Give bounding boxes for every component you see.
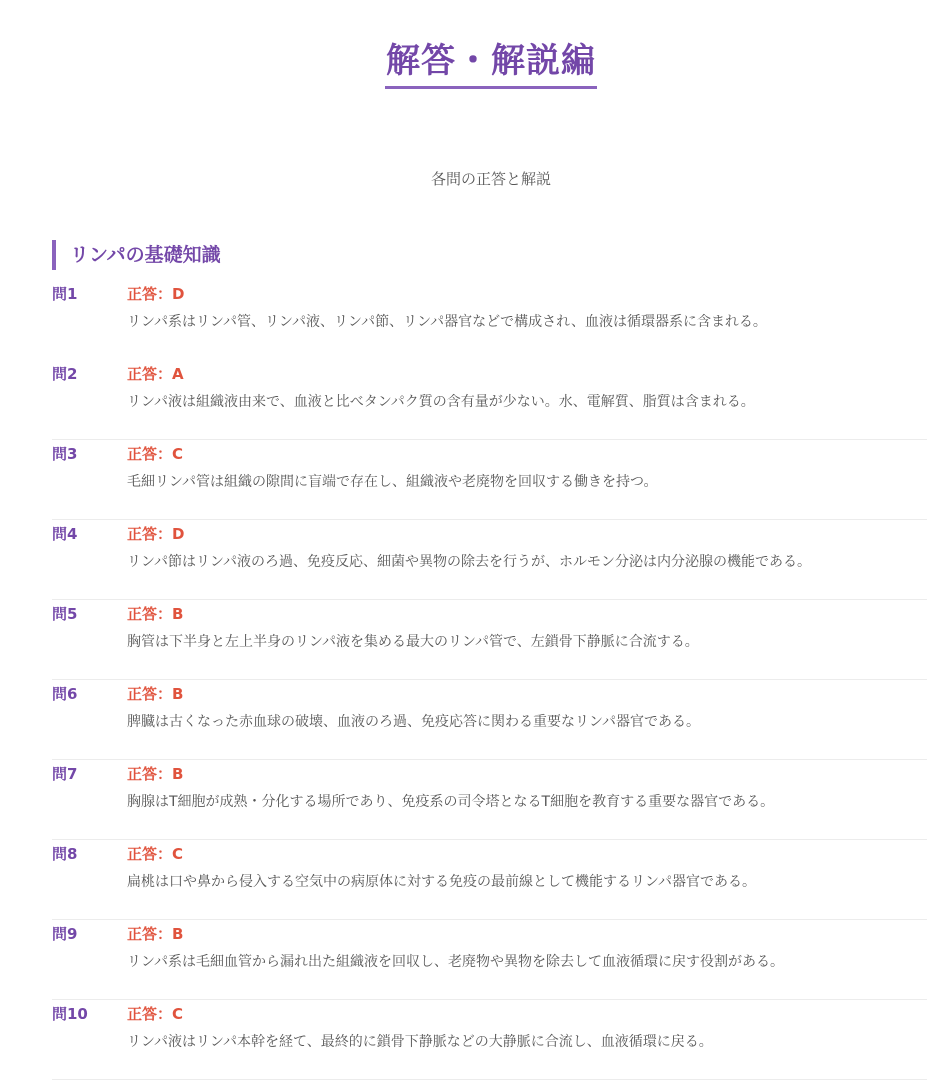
answer-item-2: [52, 360, 927, 440]
question-number: 問3: [52, 445, 78, 463]
answer-explanation: リンパ系はリンパ管、リンパ液、リンパ節、リンパ器官などで構成され、血液は循環器系に含まれる。: [127, 314, 767, 330]
correct-answer: 正答：C: [127, 845, 184, 863]
page-subtitle: 各問の正答と解説: [430, 170, 551, 188]
answer-item-9: [52, 920, 927, 1000]
answer-explanation: リンパ節はリンパ液のろ過、免疫反応、細菌や異物の除去を行うが、ホルモン分泌は内分泌腺の機能である。: [127, 554, 812, 570]
answer-explanation: 扁桃は口や鼻から侵入する空気中の病原体に対する免疫の最前線として機能するリンパ器官である。: [127, 874, 757, 890]
answer-item-8: [52, 840, 927, 920]
correct-answer: 正答：B: [127, 685, 184, 703]
answer-item-4: [52, 520, 927, 600]
correct-answer: 正答：A: [127, 365, 184, 383]
section-heading: リンパの基礎知識: [52, 240, 221, 270]
question-number: 問9: [52, 925, 78, 943]
page-title: 解答・解説編: [386, 40, 596, 81]
correct-answer: 正答：B: [127, 765, 184, 783]
question-number: 問6: [52, 685, 78, 703]
question-number: 問10: [52, 1005, 88, 1023]
answer-explanation: 脾臓は古くなった赤血球の破壊、血液のろ過、免疫応答に関わる重要なリンパ器官である。: [127, 714, 701, 730]
correct-answer: 正答：D: [127, 285, 185, 303]
correct-answer: 正答：B: [127, 925, 184, 943]
question-number: 問2: [52, 365, 78, 383]
question-number: 問1: [52, 285, 78, 303]
correct-answer: 正答：B: [127, 605, 184, 623]
answer-list: [52, 280, 927, 1080]
question-number: 問4: [52, 525, 78, 543]
answer-item-7: [52, 760, 927, 840]
answer-explanation: 胸管は下半身と左上半身のリンパ液を集める最大のリンパ管で、左鎖骨下静脈に合流する。: [127, 634, 699, 650]
answer-item-3: [52, 440, 927, 520]
answer-explanation: リンパ液は組織液由来で、血液と比べタンパク質の含有量が少ない。水、電解質、脂質は含まれる。: [127, 394, 755, 410]
answer-explanation: リンパ系は毛細血管から漏れ出た組織液を回収し、老廃物や異物を除去して血液循環に戻す役割がある。: [127, 954, 785, 970]
question-number: 問8: [52, 845, 78, 863]
question-number: 問5: [52, 605, 78, 623]
title-underline: [385, 86, 597, 89]
answer-item-5: [52, 600, 927, 680]
answer-item-1: [52, 280, 927, 360]
answer-explanation: 毛細リンパ管は組織の隙間に盲端で存在し、組織液や老廃物を回収する働きを持つ。: [127, 474, 658, 490]
answer-item-6: [52, 680, 927, 760]
answer-explanation: 胸腺はT細胞が成熟・分化する場所であり、免疫系の司令塔となるT細胞を教育する重要な器官である。: [127, 794, 775, 810]
question-number: 問7: [52, 765, 78, 783]
correct-answer: 正答：C: [127, 445, 184, 463]
correct-answer: 正答：D: [127, 525, 185, 543]
correct-answer: 正答：C: [127, 1005, 184, 1023]
answer-explanation: リンパ液はリンパ本幹を経て、最終的に鎖骨下静脈などの大静脈に合流し、血液循環に戻る。: [127, 1034, 713, 1050]
answer-item-10: [52, 1000, 927, 1080]
